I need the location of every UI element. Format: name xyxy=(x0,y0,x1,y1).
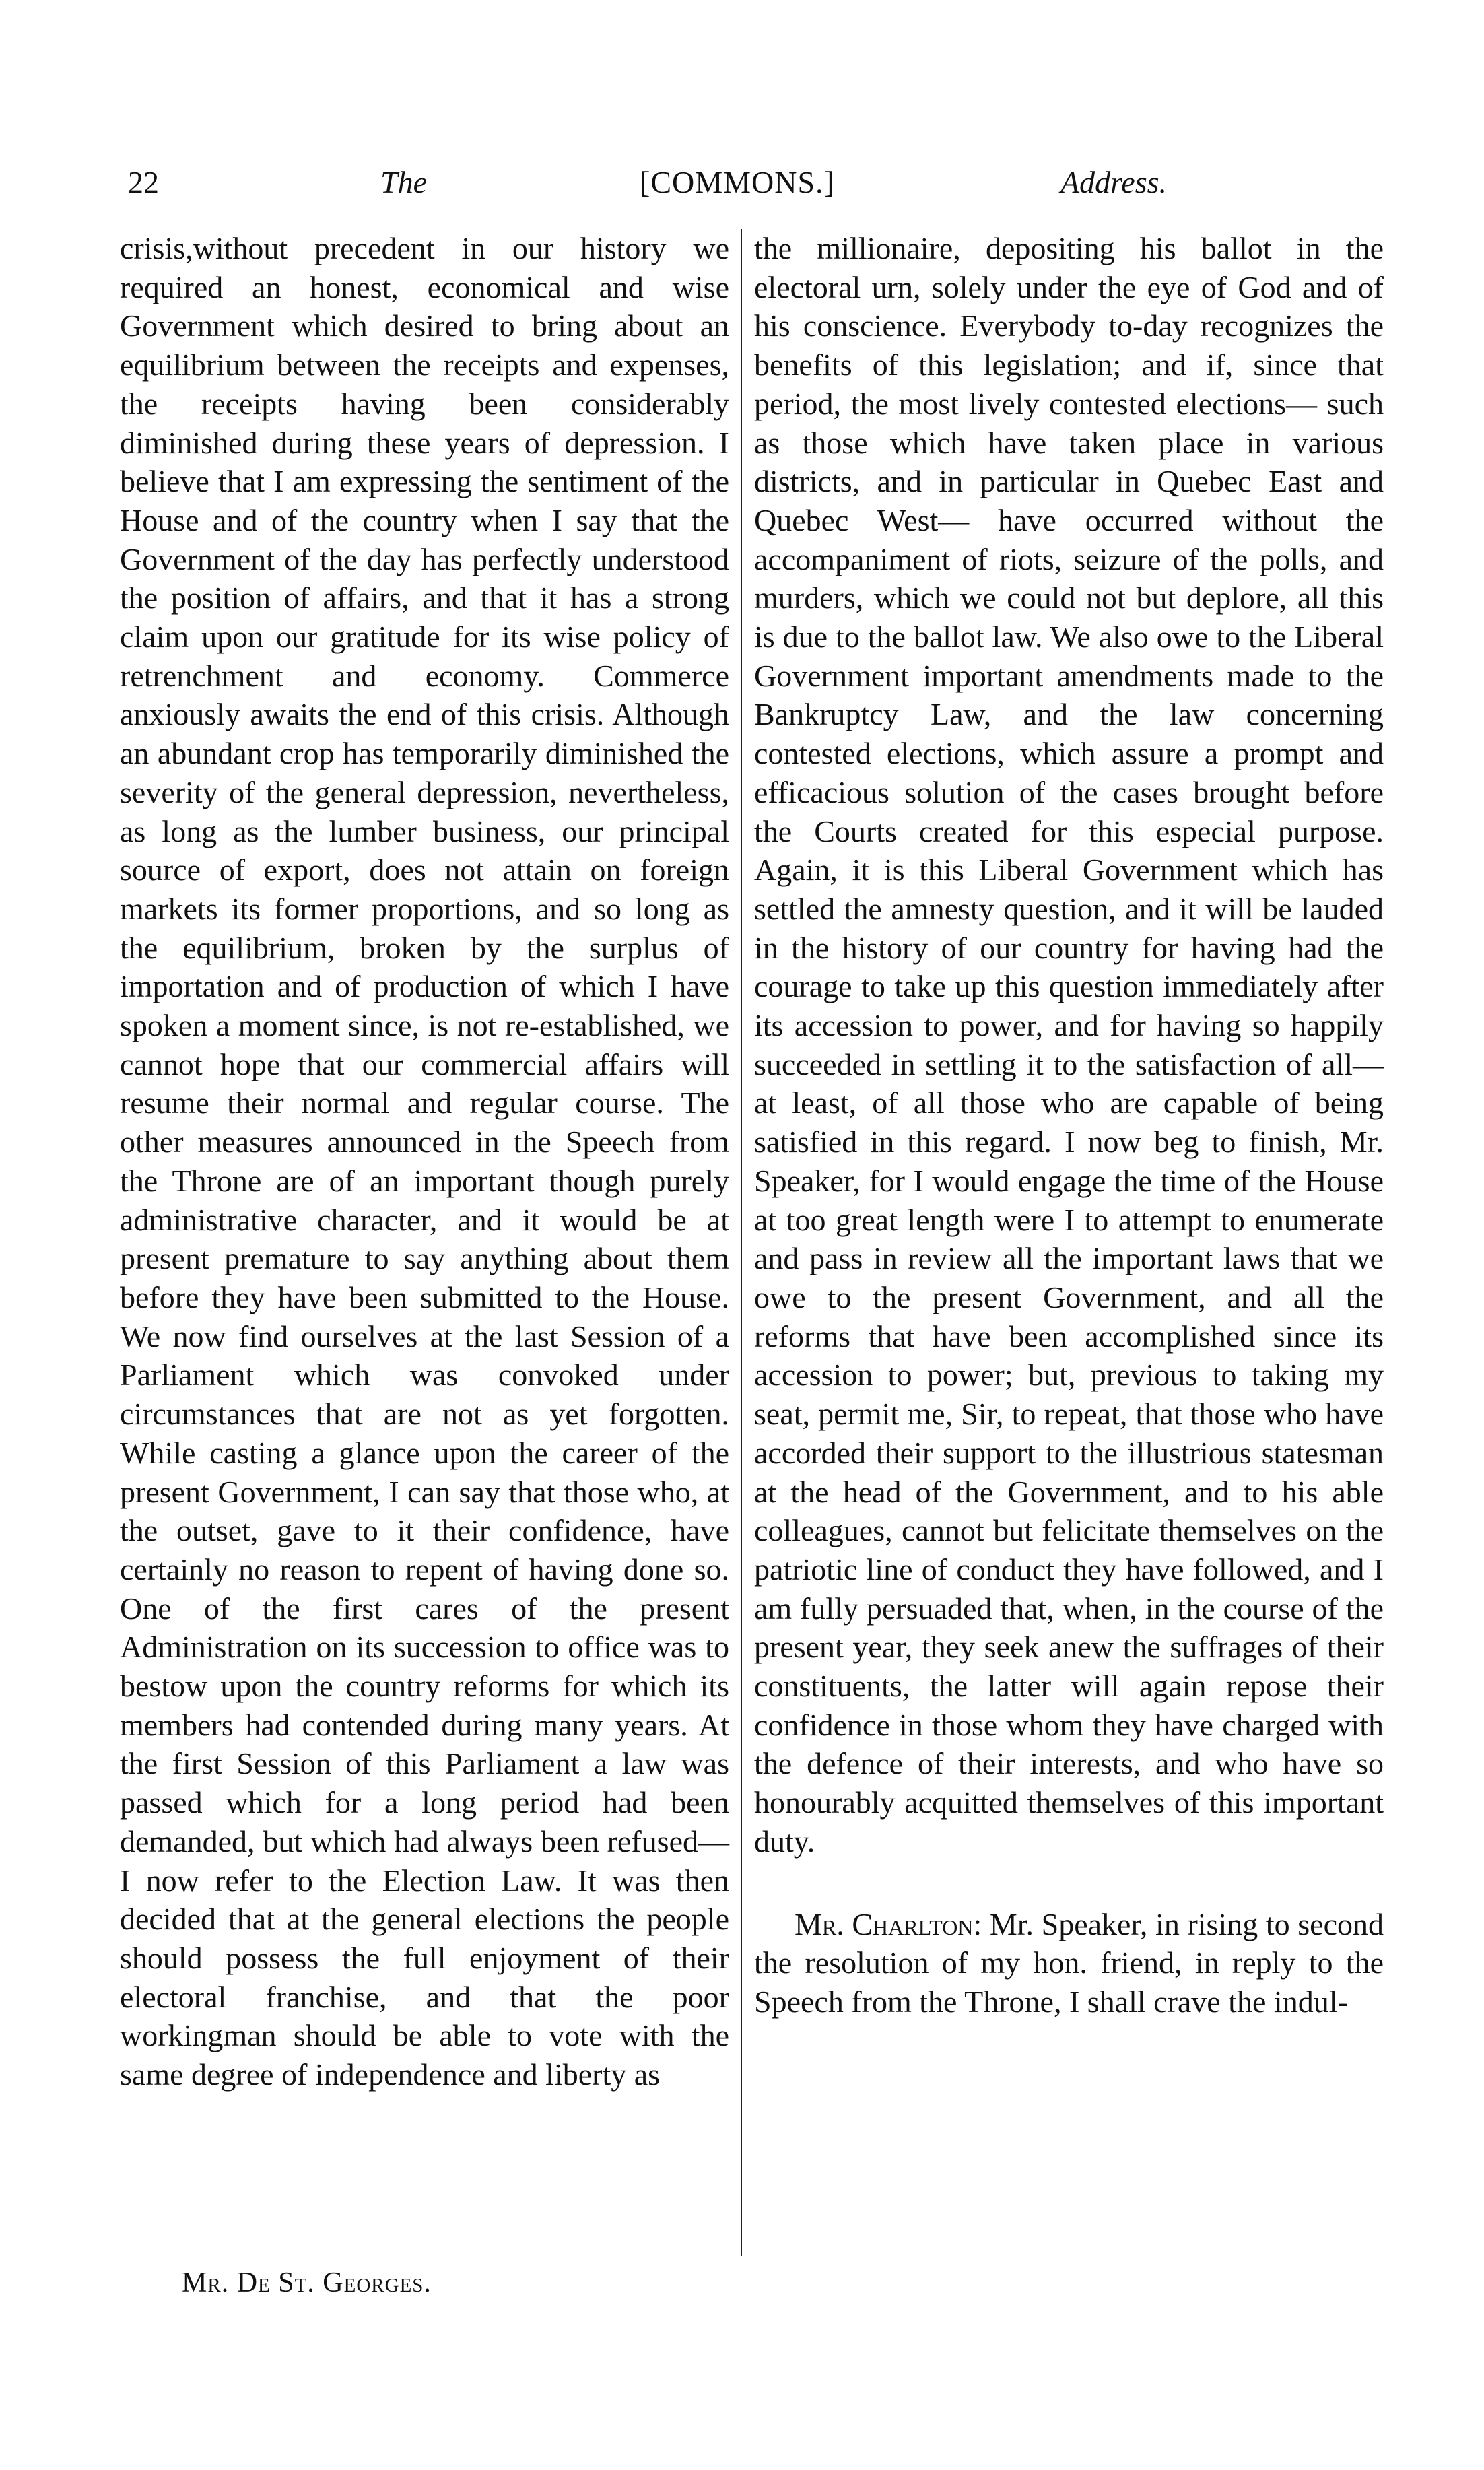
column-divider xyxy=(741,229,742,2256)
page-footer-speaker: Mr. De St. Georges. xyxy=(182,2267,432,2298)
running-head-center: [COMMONS.] xyxy=(640,165,835,199)
speech-text: Mr. Speaker, in rising to second the resolution of my hon. friend, in reply to the Speech from the Throne, I shall crave the indul- xyxy=(754,1906,1384,2019)
running-head-left: The xyxy=(380,165,427,199)
right-column xyxy=(754,229,1384,2022)
left-column-text: crisis,without precedent in our history we required an honest, economical and wise Government which desired to bring about an equilibrium between the receipts and expenses, the receipts having been considerably diminished during these years of depression. I believe that I am expressing the sentiment of the House and of the country when I say that the Government of the day has perfectly understood the position of affairs, and that it has a strong claim upon our gratitude for its wise policy of retrenchment and economy. Commerce anxiously awaits the end of this crisis. Although an abundant crop has temporarily diminished the severity of the general depression, nevertheless, as long as the lumber business, our principal source of export, does not attain on foreign markets its former proportions, and so long as the equilibrium, broken by the surplus of importation and of production of which I have spoken a moment since, is not re-established, we cannot hope that our commercial affairs will resume their normal and regular course. The other measures announced in the Speech from the Throne are of an important though purely administrative character, and it would be at present premature to say anything about them before they have been submitted to the House. We now find ourselves at the last Session of a Parliament which was convoked under circumstances that are not as yet forgotten. While casting a glance upon the career of the present Government, I can say that those who, at the outset, gave to it their confidence, have certainly no reason to repent of having done so. One of the first cares of the present Administration on its succession to office was to bestow upon the country reforms for which its members had contended during many years. At the first Session of this Parliament a law was passed which for a long period had been demanded, but which had always been refused— I now refer to the Election Law. It was then decided that at the general elections the people should possess the full enjoyment of their electoral franchise, and that the poor workingman should be able to vote with the same degree of independence and liberty as xyxy=(120,231,729,2092)
running-head-right: Address. xyxy=(1060,165,1168,199)
page-number: 22 xyxy=(128,165,159,199)
left-column xyxy=(120,229,729,2094)
right-column-paragraph-1: the millionaire, depositing his ballot in the electoral urn, solely under the eye of God and of his conscience. Everybody to-day recognizes the benefits of this legislation; and if, since that period, the most lively contested elections— such as those which have taken place in various districts, and in particular in Quebec East and Quebec West— have occurred without the accompaniment of riots, seizure of the polls, and murders, which we could not but deplore, all this is due to the ballot law. We also owe to the Liberal Government important amendments made to the Bankruptcy Law, and the law concerning contested elections, which assure a prompt and efficacious solution of the cases brought before the Courts created for this especial purpose. Again, it is this Liberal Government which has settled the amnesty question, and it will be lauded in the history of our country for having had the courage to take up this question immediately after its accession to power, and for having so happily succeeded in settling it to the satisfaction of all—at least, of all those who are capable of being satisfied in this regard. I now beg to finish, Mr. Speaker, for I would engage the time of the House at too great length were I to attempt to enumerate and pass in review all the important laws that we owe to the present Government, and all the reforms that have been accomplished since its accession to power; but, previous to taking my seat, permit me, Sir, to repeat, that those who have accorded their support to the illustrious statesman at the head of the Government, and to his able colleagues, cannot but felicitate themselves on the patriotic line of conduct they have followed, and I am fully persuaded that, when, in the course of the present year, they seek anew the suffrages of their constituents, the latter will again repose their confidence in those whom they have charged with the defence of their interests, and who have so honourably acquitted themselves of this important duty. xyxy=(754,231,1384,1859)
speaker-name: Mr. Charlton: xyxy=(795,1906,982,1941)
page-header xyxy=(128,159,1199,206)
right-column-paragraph-2 xyxy=(754,1905,1384,2022)
